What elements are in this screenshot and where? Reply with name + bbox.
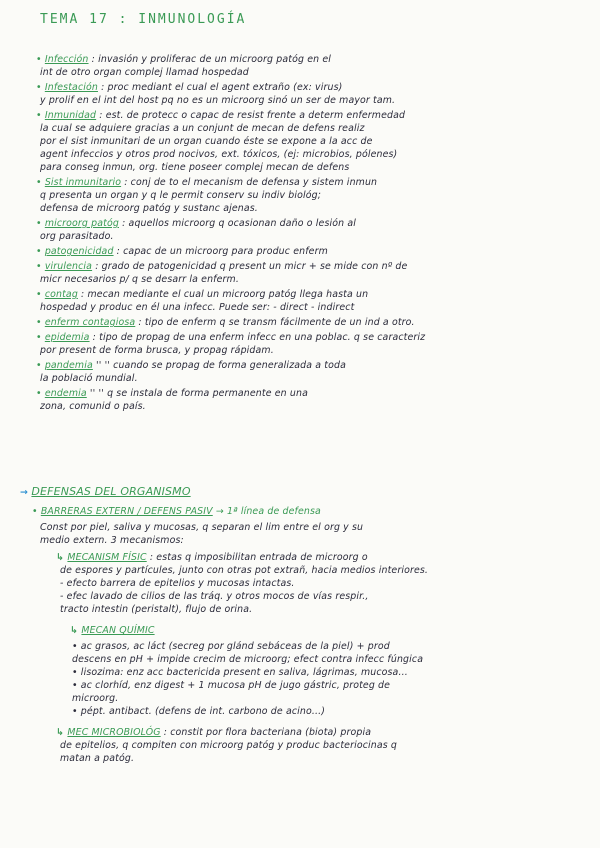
mecanism-line: - efec lavado de cilios de las tráq. y otros mocos de vías respir., <box>60 591 369 602</box>
definition-continuation: por el sist inmunitari de un organ cuando éste se expone a la acc de <box>40 136 373 147</box>
bullet: • <box>36 54 45 65</box>
definition-text: '' '' cuando se propag de forma generalizada a toda <box>92 360 347 371</box>
mecanism-text: : constit por flora bacteriana (biota) propia <box>160 727 372 738</box>
mecanism-line: - efecto barrera de epitelios y mucosas intactas. <box>60 578 295 589</box>
definition-text: : grado de patogenicidad q present un micr + se mide con nº de <box>92 261 408 272</box>
definition-item <box>36 332 425 344</box>
arrow-icon: ↳ <box>56 552 68 563</box>
definition-item <box>36 317 415 329</box>
definition-item <box>36 289 368 301</box>
bullet: • <box>36 332 45 343</box>
definition-continuation: la població mundial. <box>40 373 138 384</box>
definition-continuation: micr necesarios p/ q se desarr la enferm. <box>40 274 239 285</box>
definition-item <box>36 54 331 66</box>
mecanism-line: de epitelios, q compiten con microorg patóg y produc bacteriocinas q <box>60 740 398 751</box>
definition-term: enferm contagiosa <box>44 317 136 328</box>
definition-item <box>36 218 356 230</box>
definition-continuation: zona, comunid o país. <box>40 401 146 412</box>
definition-term: Infección <box>44 54 89 65</box>
bullet: • <box>36 360 45 371</box>
page-title: TEMA 17 : INMUNOLOGÍA <box>40 12 247 27</box>
definition-text: : invasión y proliferac de un microorg patóg en el <box>88 54 332 65</box>
definition-term: contag <box>44 289 78 300</box>
definition-item <box>36 360 346 372</box>
bullet: • <box>36 261 45 272</box>
mecanism-label: MECAN QUÍMIC <box>81 625 155 636</box>
mecanism-line: • ac grasos, ac láct (secreg por glánd sebáceas de la piel) + prod <box>72 641 390 652</box>
definition-continuation: para conseg inmun, org. tiene poseer complej mecan de defens <box>40 162 350 173</box>
definition-text: : conj de to el mecanism de defensa y sistem inmun <box>121 177 378 188</box>
primera-linea-label: → 1ª línea de defensa <box>212 506 321 517</box>
bullet: • <box>36 218 45 229</box>
section-heading: DEFENSAS DEL ORGANISMO <box>31 485 191 498</box>
bullet: • <box>36 246 45 257</box>
barreras-line <box>32 506 321 518</box>
definition-text: : est. de protecc o capac de resist frente a determ enfermedad <box>96 110 406 121</box>
definition-text: : proc mediant el cual el agent extraño (ex: virus) <box>97 82 343 93</box>
definition-item <box>36 388 308 400</box>
mecanism-line: • lisozima: enz acc bactericida present en saliva, lágrimas, mucosa... <box>72 667 408 678</box>
arrow-icon: ↳ <box>56 727 68 738</box>
arrow-right-icon: → <box>20 487 32 498</box>
mecanism-label: MEC MICROBIOLÓG <box>67 727 161 738</box>
definition-text: : aquellos microorg q ocasionan daño o lesión al <box>118 218 357 229</box>
definition-item <box>36 177 377 189</box>
definition-item <box>36 82 342 94</box>
definition-text: '' '' q se instala de forma permanente en una <box>86 388 308 399</box>
mecanism-line: de espores y partícules, junto con otras pot extrañ, hacia medios interiores. <box>60 565 429 576</box>
mecanism-row <box>56 552 368 564</box>
bullet: • <box>36 177 45 188</box>
mecanism-line: tracto intestin (peristalt), flujo de orina. <box>60 604 253 615</box>
mecanism-row <box>56 727 371 739</box>
definition-term: patogenicidad <box>44 246 114 257</box>
definition-text: : tipo de enferm q se transm fácilmente de un ind a otro. <box>135 317 415 328</box>
definition-term: virulencia <box>44 261 93 272</box>
intro-line: medio extern. 3 mecanismos: <box>40 535 184 546</box>
definition-term: epidemia <box>44 332 90 343</box>
bullet: • <box>36 289 45 300</box>
definition-continuation: la cual se adquiere gracias a un conjunt de mecan de defens realiz <box>40 123 365 134</box>
definition-term: Sist inmunitario <box>44 177 122 188</box>
definition-continuation: hospedad y produc en él una infecc. Puede ser: - direct - indirect <box>40 302 355 313</box>
bullet: • <box>36 110 45 121</box>
definition-term: pandemia <box>44 360 93 371</box>
barreras-label: BARRERAS EXTERN / DEFENS PASIV <box>40 506 213 517</box>
definition-continuation: y prolif en el int del host pq no es un microorg sinó un ser de mayor tam. <box>40 95 396 106</box>
arrow-icon: ↳ <box>70 625 82 636</box>
definition-continuation: int de otro organ complej llamad hospedad <box>40 67 249 78</box>
definition-term: endemia <box>44 388 87 399</box>
definition-item <box>36 110 405 122</box>
definition-term: Infestación <box>44 82 98 93</box>
section-heading-row <box>20 486 191 499</box>
definition-text: : capac de un microorg para produc enferm <box>113 246 328 257</box>
mecanism-line: descens en pH + impide crecim de microorg; efect contra infecc fúngica <box>72 654 424 665</box>
definition-continuation: org parasitado. <box>40 231 114 242</box>
mecanism-line: • ac clorhíd, enz digest + 1 mucosa pH de jugo gástric, proteg de <box>72 680 391 691</box>
mecanism-row <box>70 625 155 637</box>
bullet: • <box>32 506 41 517</box>
definition-continuation: q presenta un organ y q le permit conserv su indiv biológ; <box>40 190 322 201</box>
definition-text: : mecan mediante el cual un microorg patóg llega hasta un <box>77 289 369 300</box>
definition-term: Inmunidad <box>44 110 97 121</box>
bullet: • <box>36 82 45 93</box>
mecanism-line: • pépt. antibact. (defens de int. carbono de acino...) <box>72 706 326 717</box>
mecanism-line: microorg. <box>72 693 119 704</box>
mecanism-label: MECANISM FÍSIC <box>67 552 147 563</box>
definition-continuation: agent infeccios y otros prod nocivos, ext. tóxicos, (ej: microbios, pólenes) <box>40 149 398 160</box>
mecanism-line: matan a patóg. <box>60 753 135 764</box>
definition-text: : tipo de propag de una enferm infecc en una poblac. q se caracteriz <box>89 332 426 343</box>
definition-item <box>36 246 328 258</box>
bullet: • <box>36 388 45 399</box>
mecanism-text: : estas q imposibilitan entrada de microorg o <box>146 552 368 563</box>
definition-term: microorg patóg <box>44 218 119 229</box>
bullet: • <box>36 317 45 328</box>
definition-continuation: defensa de microorg patóg y sustanc ajenas. <box>40 203 258 214</box>
definition-item <box>36 261 407 273</box>
intro-line: Const por piel, saliva y mucosas, q separan el lim entre el org y su <box>40 522 364 533</box>
definition-continuation: por present de forma brusca, y propag rápidam. <box>40 345 274 356</box>
